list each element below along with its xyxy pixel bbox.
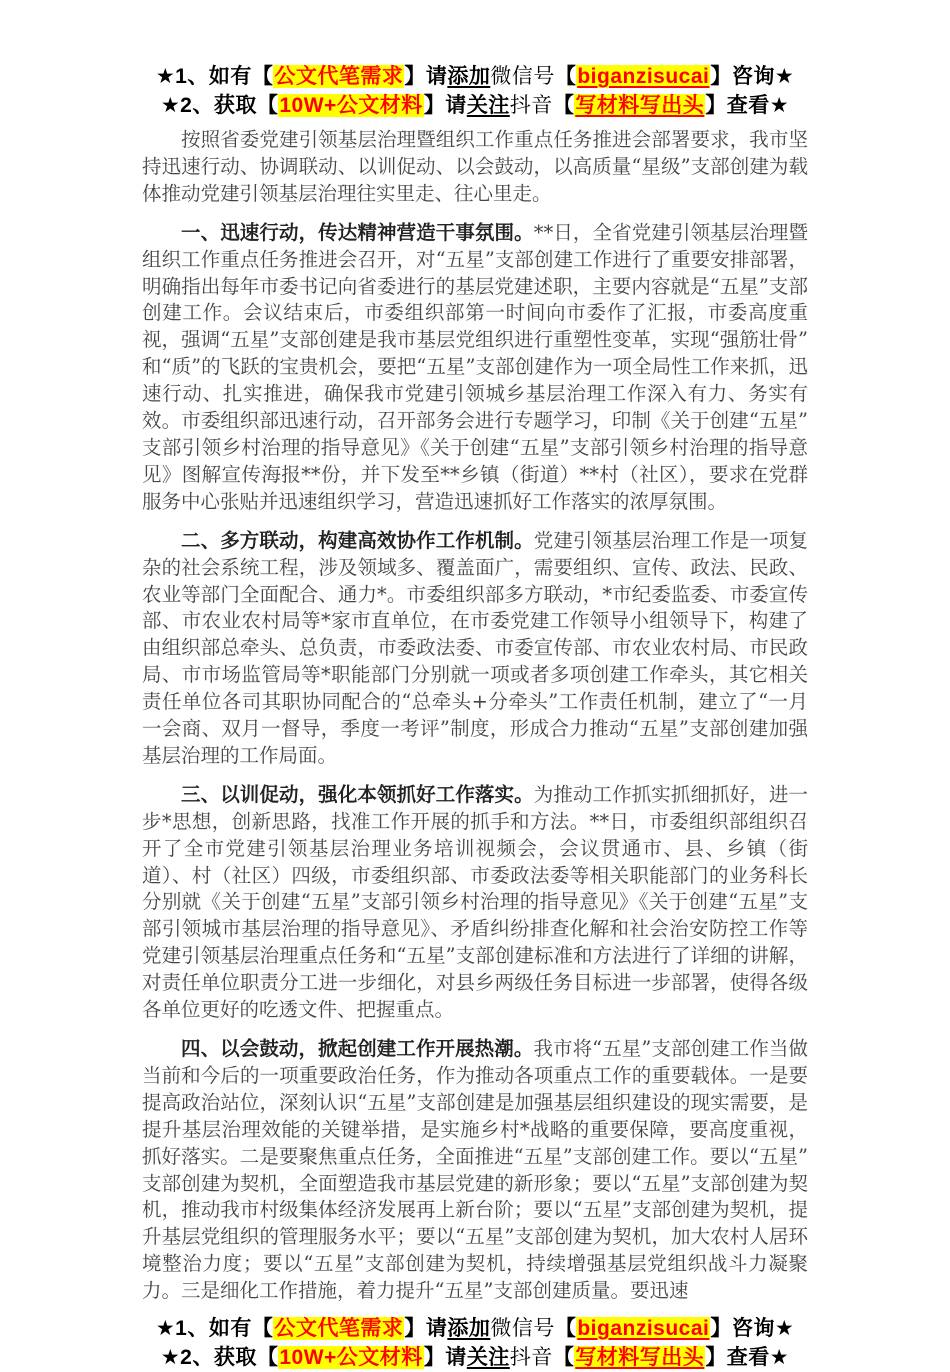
banner-line2-douyin-label: 抖音 [509, 94, 553, 117]
banner-line2-mid: 】请 [423, 1346, 467, 1370]
section-2-heading: 二、多方联动，构建高效协作工作机制。 [181, 528, 534, 552]
promo-banner-top-line2 [142, 91, 808, 120]
banner-line1-wechat-label: 微信号 [490, 1317, 555, 1341]
section-1-paragraph [142, 220, 808, 516]
banner-line2-bracket: 【 [552, 94, 575, 117]
banner-line1-bracket: 【 [554, 1317, 577, 1341]
banner-line1-bracket: 【 [554, 65, 577, 88]
section-3-text: 为推动工作抓实抓细抓好，进一步*思想，创新思路，找准工作开展的抓手和方法。**日，市委组织部组织召开了全市党建引领基层治理业务培训视频会，会议贯通市、县、乡镇（街道）、村（社区）四级，市委组织部、市委政法委等相关职能部门的业务科长分别就《关于创建“五星”支部引领乡村治理的指导意见》《关于创建“五星”支部引领城市基层治理的指导意见》、矛盾纠纷排查化解和社会治安防控工作等党建引领基层治理重点任务和“五星”支部创建标准和方法进行了详细的讲解，对责任单位职责分工进一步细化，对县乡两级任务目标进一步部署，使得各级各单位更好的吃透文件、把握重点。 [142, 782, 808, 1022]
banner-line2-douyin-label: 抖音 [509, 1346, 553, 1370]
banner-line2-follow-underlined: 关注 [466, 94, 510, 117]
section-2-paragraph [142, 528, 808, 770]
banner-line2-mid: 】请 [423, 94, 467, 117]
banner-line1-mid: 】请 [404, 1317, 448, 1341]
section-2-text: 党建引领基层治理工作是一项复杂的社会系统工程，涉及领域多、覆盖面广，需要组织、宣传、政法、民政、农业等部门全面配合、通力*。市委组织部多方联动，*市纪委监委、市委宣传部、市农业农村局等*家市直单位，在市委党建工作领导小组领导下，构建了由组织部总牵头、总负责，市委政法委、市委宣传部、市农业农村局、市民政局、市市场监管局等*职能部门分别就一项或者多项创建工作牵头，其它相关责任单位各司其职协同配合的“总牵头+分牵头”工作责任机制，建立了“一月一会商、双月一督导，季度一考评”制度，形成合力推动“五星”支部创建加强基层治理的工作局面。 [142, 528, 808, 767]
banner-line1-prefix: ★1、如有【 [155, 65, 274, 88]
promo-banner-top [142, 62, 808, 120]
promo-banner-top-line1 [142, 62, 808, 91]
section-3-paragraph [142, 782, 808, 1024]
banner-line1-add-underlined: 添加 [447, 1317, 491, 1341]
paragraph-intro [142, 127, 808, 208]
promo-banner-bottom [142, 1314, 808, 1372]
banner-line2-suffix: 】查看★ [705, 94, 790, 117]
banner-line2-follow-underlined: 关注 [466, 1346, 510, 1370]
banner-line2-suffix: 】查看★ [705, 1346, 790, 1370]
document-body [142, 127, 808, 1305]
banner-highlight-ghostwriting: 公文代笔需求 [274, 1317, 404, 1341]
banner-highlight-materials: 10W+公文材料 [279, 1346, 423, 1370]
banner-line1-mid: 】请 [404, 65, 448, 88]
banner-line1-prefix: ★1、如有【 [155, 1317, 274, 1341]
banner-line1-suffix: 】咨询★ [710, 65, 795, 88]
banner-line2-bracket: 【 [552, 1346, 575, 1370]
paragraph-intro-text: 按照省委党建引领基层治理暨组织工作重点任务推进会部署要求，我市坚持迅速行动、协调联动、以训促动、以会鼓动，以高质量“星级”支部创建为载体推动党建引领基层治理往实里走、往心里走。 [142, 128, 808, 205]
section-1-text: **日，全省党建引领基层治理暨组织工作重点任务推进会召开，对“五星”支部创建工作进行了重要安排部署，明确指出每年市委书记向省委进行的基层党建述职，主要内容就是“五星”支部创建工作。会议结束后，市委组织部第一时间向市委作了汇报，市委高度重视，强调“五星”支部创建是我市基层党组织进行重塑性变革，实现“强筋壮骨”和“质”的飞跃的宝贵机会，要把“五星”支部创建作为一项全局性工作来抓，迅速行动、扎实推进，确保我市党建引领城乡基层治理工作深入有力、务实有效。市委组织部迅速行动，召开部务会进行专题学习，印制《关于创建“五星”支部引领乡村治理的指导意见》《关于创建“五星”支部引领乡村治理的指导意见》图解宣传海报**份，并下发至**乡镇（街道）**村（社区），要求在党群服务中心张贴并迅速组织学习，营造迅速抓好工作落实的浓厚氛围。 [142, 220, 808, 513]
banner-highlight-wechat-id: biganzisucai [577, 1317, 710, 1341]
banner-line2-prefix: ★2、获取【 [160, 94, 279, 117]
section-3-heading: 三、以训促动，强化本领抓好工作落实。 [181, 782, 534, 806]
banner-line1-add-underlined: 添加 [447, 65, 491, 88]
banner-highlight-douyin-id: 写材料写出头 [575, 94, 705, 117]
promo-banner-bottom-line2 [142, 1343, 808, 1372]
banner-highlight-ghostwriting: 公文代笔需求 [274, 65, 404, 88]
banner-highlight-wechat-id: biganzisucai [577, 65, 710, 88]
banner-highlight-douyin-id: 写材料写出头 [575, 1346, 705, 1370]
promo-banner-bottom-line1 [142, 1314, 808, 1343]
section-4-heading: 四、以会鼓动，掀起创建工作开展热潮。 [181, 1037, 534, 1060]
banner-line1-wechat-label: 微信号 [490, 65, 555, 88]
banner-line1-suffix: 】咨询★ [710, 1317, 795, 1341]
banner-highlight-materials: 10W+公文材料 [279, 94, 423, 117]
banner-line2-prefix: ★2、获取【 [160, 1346, 279, 1370]
section-4-text: 我市将“五星”支部创建工作当做当前和今后的一项重要政治任务，作为推动各项重点工作的重要载体。一是要提高政治站位，深刻认识“五星”支部创建是加强基层组织建设的现实需要，是提升基层治理效能的关键举措，是实施乡村*战略的重要保障，要高度重视，抓好落实。二是要聚焦重点任务，全面推进“五星”支部创建工作。要以“五星”支部创建为契机，全面塑造我市基层党建的新形象；要以“五星”支部创建为契机，推动我市村级集体经济发展再上新台阶；要以“五星”支部创建为契机，提升基层党组织的管理服务水平；要以“五星”支部创建为契机，加大农村人居环境整治力度；要以“五星”支部创建为契机，持续增强基层党组织战斗力凝聚力。三是细化工作措施，着力提升“五星”支部创建质量。要迅速 [142, 1037, 808, 1303]
section-1-heading: 一、迅速行动，传达精神营造干事氛围。 [181, 220, 534, 244]
section-4-paragraph [142, 1036, 808, 1305]
